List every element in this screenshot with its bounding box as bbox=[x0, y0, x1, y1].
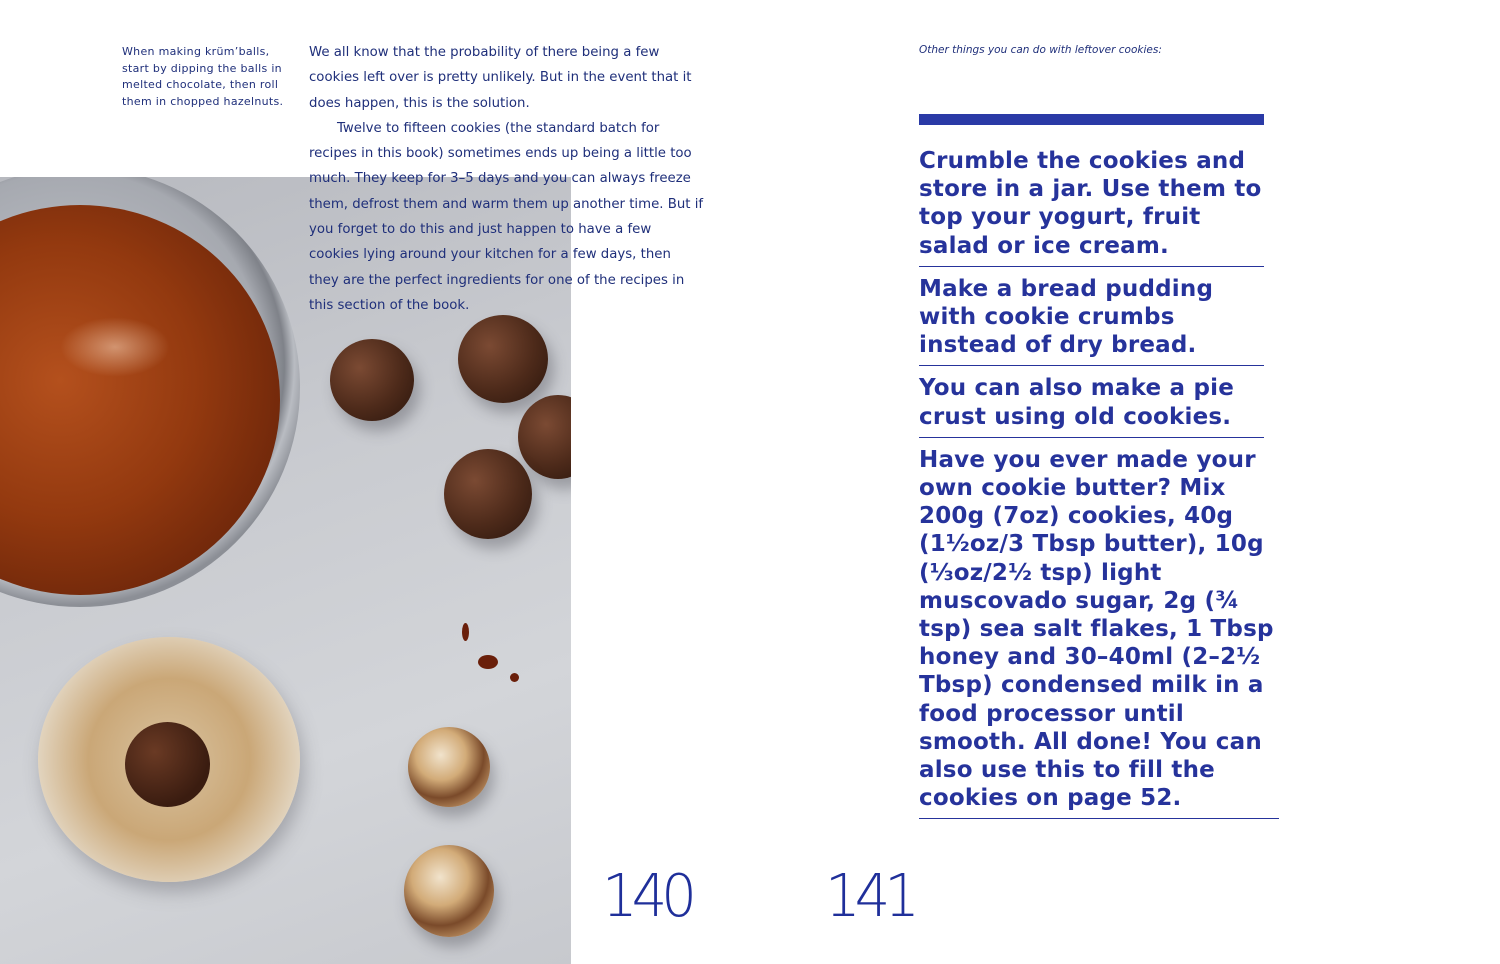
chocolate-ball bbox=[458, 315, 548, 403]
hazelnut-ball bbox=[408, 727, 490, 807]
tip-item: Crumble the cookies and store in a jar. Use them to top your yogurt, fruit salad or ice cream. bbox=[919, 145, 1264, 267]
chocolate-ball bbox=[444, 449, 532, 539]
chocolate-ball bbox=[330, 339, 414, 421]
chocolate-drip bbox=[462, 623, 469, 641]
page-number-left: 140 bbox=[602, 862, 691, 931]
accent-rule bbox=[919, 114, 1264, 125]
tips-intro: Other things you can do with leftover cookies: bbox=[919, 44, 1162, 56]
chocolate-drip bbox=[478, 655, 498, 669]
chocolate-shine bbox=[60, 317, 170, 377]
chocolate-drip bbox=[510, 673, 519, 682]
tips-list bbox=[919, 145, 1279, 819]
tip-item: Make a bread pudding with cookie crumbs instead of dry bread. bbox=[919, 267, 1264, 367]
tip-item: You can also make a pie crust using old cookies. bbox=[919, 366, 1264, 437]
tip-item: Have you ever made your own cookie butter? Mix 200g (7oz) cookies, 40g (1½oz/3 Tbsp butter), 10g (⅓oz/2½ tsp) light muscovado sugar, 2g (¾ tsp) sea salt flakes, 1 Tbsp honey and 30–40ml (2–2½ Tbsp) condensed milk in a food processor until smooth. All done! You can also use this to fill the cookies on page 52. bbox=[919, 438, 1279, 820]
chocolate-ball-in-nuts bbox=[125, 722, 210, 807]
hazelnut-ball bbox=[404, 845, 494, 937]
paragraph: Twelve to fifteen cookies (the standard batch for recipes in this book) sometimes ends up being a little too much. They keep for 3–5 days and you can always freeze them, defrost them and warm them up another time. But if you forget to do this and just happen to have a few cookies lying around your kitchen for a few days, then they are the perfect ingredients for one of the recipes in this section of the book. bbox=[309, 120, 704, 313]
body-text bbox=[309, 40, 704, 318]
photo-caption: When making krüm’balls, start by dipping the balls in melted chocolate, then roll them in chopped hazelnuts. bbox=[122, 45, 284, 108]
chocolate-ball bbox=[518, 395, 571, 479]
page-number-right: 141 bbox=[825, 862, 914, 931]
paragraph: We all know that the probability of there being a few cookies left over is pretty unlikely. But in the event that it does happen, this is the solution. bbox=[309, 45, 692, 111]
